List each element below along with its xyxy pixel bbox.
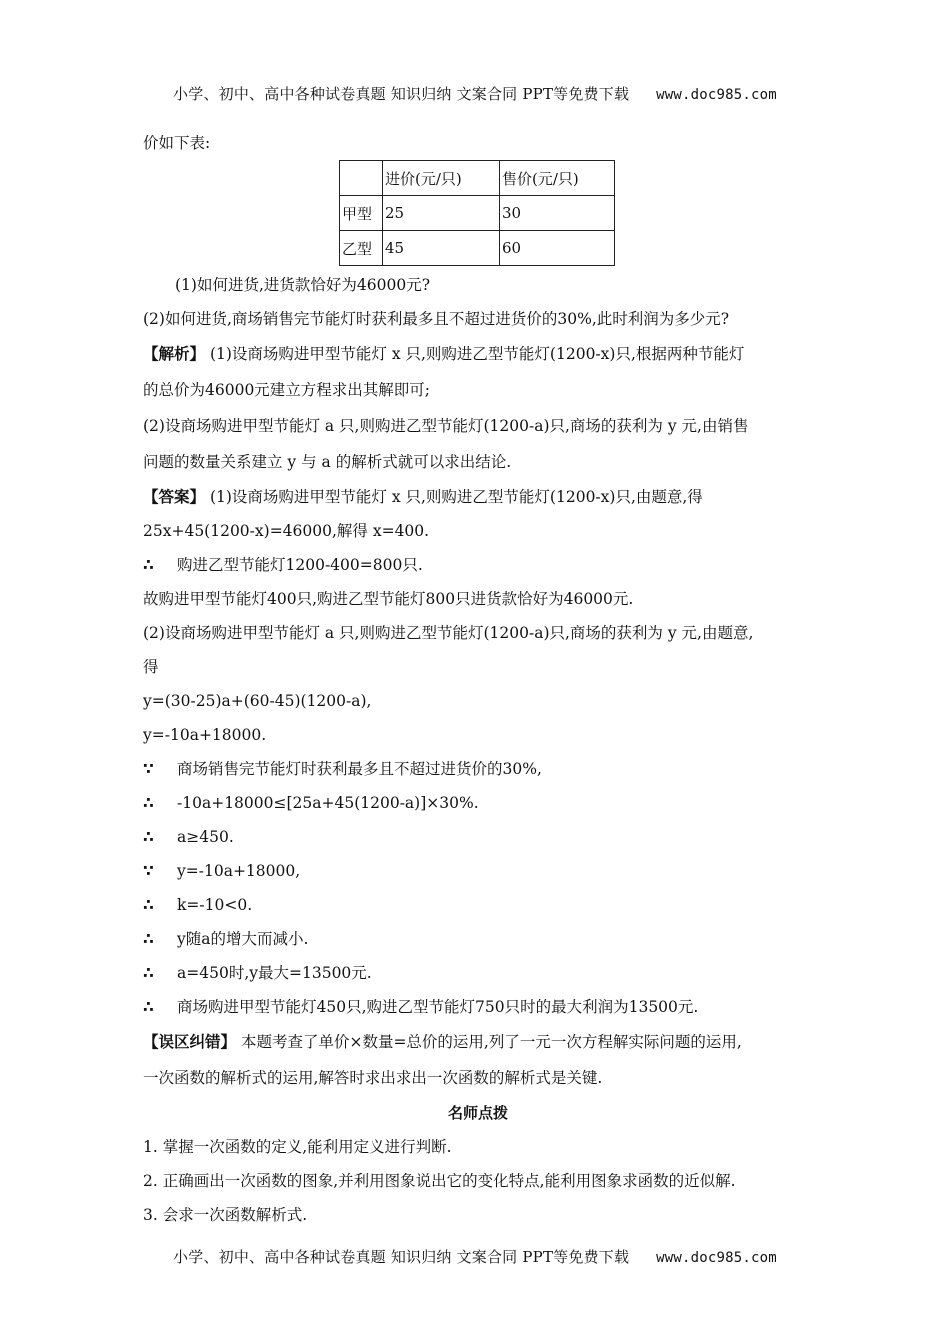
table-cell: 25 <box>383 196 500 231</box>
intro-text: 价如下表: <box>143 134 211 152</box>
question-2: (2)如何进货,商场销售完节能灯时获利最多且不超过进货价的30%,此时利润为多少元? <box>143 310 730 328</box>
table-cell: 甲型 <box>340 196 383 231</box>
answer-text: 商场购进甲型节能灯450只,购进乙型节能灯750只时的最大利润为13500元. <box>177 998 699 1016</box>
answer-text: 商场销售完节能灯时获利最多且不超过进货价的30%, <box>177 760 542 778</box>
table-cell: 乙型 <box>340 231 383 266</box>
tips-item: 1. 掌握一次函数的定义,能利用定义进行判断. <box>143 1138 452 1156</box>
table-row <box>340 196 615 231</box>
therefore-symbol: ∴ <box>143 556 154 574</box>
answer-text: y=-10a+18000, <box>177 862 301 880</box>
answer-line-4: 故购进甲型节能灯400只,购进乙型节能灯800只进货款恰好为46000元. <box>143 590 634 608</box>
table-cell: 60 <box>500 231 615 266</box>
footer-site-link[interactable]: www.doc985.com <box>656 1250 777 1266</box>
answer-line-7: y=(30-25)a+(60-45)(1200-a), <box>143 692 372 710</box>
answer-text: y随a的增大而减小. <box>177 930 309 948</box>
therefore-symbol: ∴ <box>143 828 154 846</box>
table-cell <box>340 161 383 196</box>
header-text: 小学、初中、高中各种试卷真题 知识归纳 文案合同 PPT等免费下载 <box>173 85 630 103</box>
document-body <box>143 126 813 1232</box>
answer-text: k=-10<0. <box>177 896 253 914</box>
answer-text: (1)设商场购进甲型节能灯 x 只,则购进乙型节能灯(1200-x)只,由题意,得 <box>209 488 703 506</box>
table-header-row <box>340 161 615 196</box>
analysis-line-3: (2)设商场购进甲型节能灯 a 只,则购进乙型节能灯(1200-a)只,商场的获利为 y 元,由销售 <box>143 417 749 435</box>
therefore-symbol: ∴ <box>143 964 154 982</box>
answer-line-12 <box>143 854 813 888</box>
header-site-link[interactable]: www.doc985.com <box>656 87 777 103</box>
answer-text: 购进乙型节能灯1200-400=800只. <box>177 556 423 574</box>
therefore-symbol: ∴ <box>143 794 154 812</box>
tips-title: 名师点拨 <box>447 1104 508 1122</box>
analysis-line-1 <box>143 336 813 372</box>
answer-line-11 <box>143 820 813 854</box>
answer-tag: 【答案】 <box>143 487 206 506</box>
answer-text: a=450时,y最大=13500元. <box>177 964 372 982</box>
analysis-tag: 【解析】 <box>143 344 206 363</box>
tips-item: 3. 会求一次函数解析式. <box>143 1206 308 1224</box>
page-header <box>0 83 950 104</box>
answer-line-13 <box>143 888 813 922</box>
answer-line-16 <box>143 990 813 1024</box>
table-cell: 45 <box>383 231 500 266</box>
answer-line-6: 得 <box>143 658 159 676</box>
answer-line-14 <box>143 922 813 956</box>
errors-tag: 【误区纠错】 <box>143 1032 237 1051</box>
answer-line-5: (2)设商场购进甲型节能灯 a 只,则购进乙型节能灯(1200-a)只,商场的获利为 y 元,由题意, <box>143 624 754 642</box>
errors-text: 本题考查了单价×数量=总价的运用,列了一元一次方程解实际问题的运用, <box>240 1033 742 1051</box>
question-1: (1)如何进货,进货款恰好为46000元? <box>175 276 431 294</box>
errors-line-2: 一次函数的解析式的运用,解答时求出求出一次函数的解析式是关键. <box>143 1069 603 1087</box>
therefore-symbol: ∴ <box>143 998 154 1016</box>
because-symbol: ∵ <box>143 862 154 880</box>
answer-line-8: y=-10a+18000. <box>143 726 267 744</box>
answer-text: a≥450. <box>177 828 234 846</box>
analysis-text: (1)设商场购进甲型节能灯 x 只,则购进乙型节能灯(1200-x)只,根据两种节能灯 <box>209 345 745 363</box>
tips-item: 2. 正确画出一次函数的图象,并利用图象说出它的变化特点,能利用图象求函数的近似解. <box>143 1172 736 1190</box>
because-symbol: ∵ <box>143 760 154 778</box>
table-cell: 30 <box>500 196 615 231</box>
therefore-symbol: ∴ <box>143 896 154 914</box>
answer-text: -10a+18000≤[25a+45(1200-a)]×30%. <box>177 794 479 812</box>
answer-line-3 <box>143 548 813 582</box>
price-table <box>339 160 615 266</box>
analysis-line-2: 的总价为46000元建立方程求出其解即可; <box>143 381 431 399</box>
table-cell: 售价(元/只) <box>500 161 615 196</box>
page-footer <box>0 1246 950 1267</box>
answer-line-9 <box>143 752 813 786</box>
answer-line-10 <box>143 786 813 820</box>
table-cell: 进价(元/只) <box>383 161 500 196</box>
answer-line-1 <box>143 480 813 514</box>
analysis-line-4: 问题的数量关系建立 y 与 a 的解析式就可以求出结论. <box>143 453 512 471</box>
footer-text: 小学、初中、高中各种试卷真题 知识归纳 文案合同 PPT等免费下载 <box>173 1248 630 1266</box>
errors-line-1 <box>143 1024 813 1060</box>
answer-line-2: 25x+45(1200-x)=46000,解得 x=400. <box>143 522 430 540</box>
answer-line-15 <box>143 956 813 990</box>
table-row <box>340 231 615 266</box>
therefore-symbol: ∴ <box>143 930 154 948</box>
